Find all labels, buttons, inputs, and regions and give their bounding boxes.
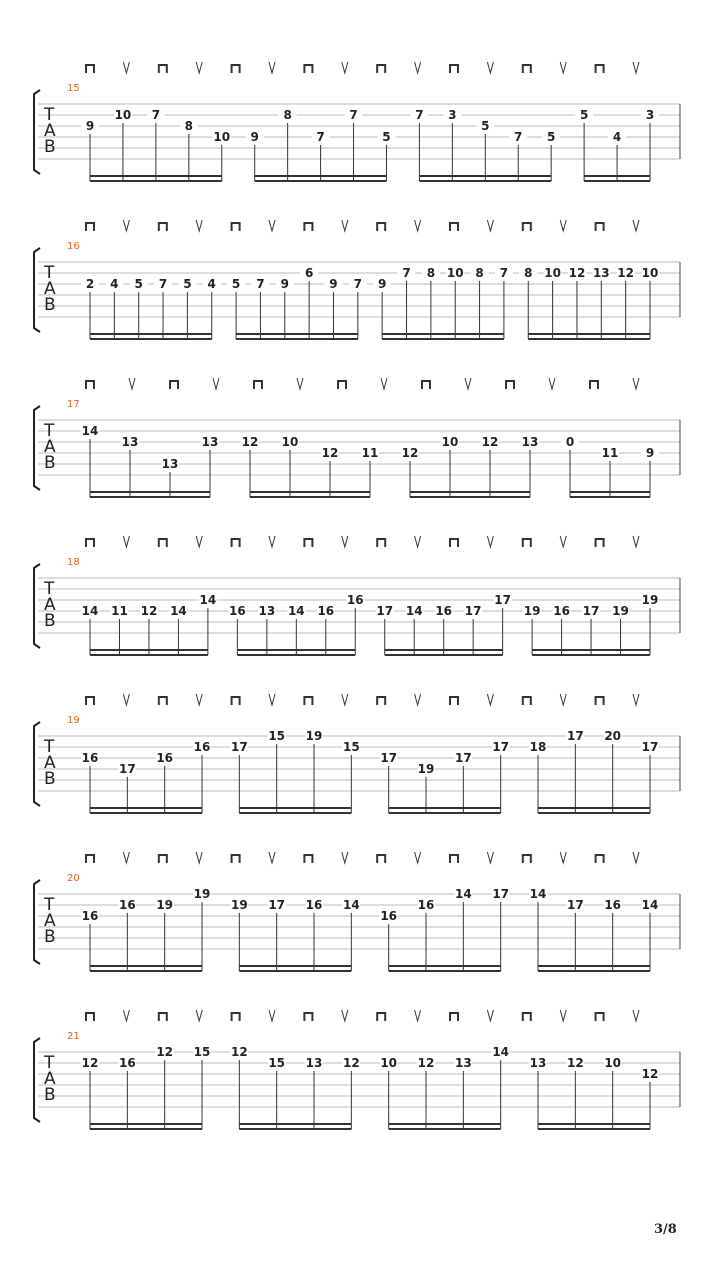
fret-number: 16 [380,909,398,923]
fret-number: 5 [134,277,143,291]
fret-number: 19 [523,604,541,618]
down-stroke-icon [86,381,94,389]
tab-clef-letter: B [44,453,56,473]
up-stroke-icon [560,536,566,547]
tab-clef-letter: B [44,611,56,631]
fret-number: 15 [268,729,286,743]
tab-clef-letter: A [44,121,56,141]
up-stroke-icon [560,1010,566,1021]
system-bracket [34,722,40,806]
tab-clef-letter: A [44,911,56,931]
fret-number: 9 [280,277,289,291]
up-stroke-icon [633,1010,639,1021]
fret-number: 12 [568,266,586,280]
up-stroke-icon [196,536,202,547]
system-bracket [34,1038,40,1122]
down-stroke-icon [159,539,167,547]
tab-system [34,220,680,339]
down-stroke-icon [377,855,385,863]
fret-number: 16 [156,751,174,765]
up-stroke-icon [342,694,348,705]
up-stroke-icon [549,378,555,389]
system-bracket [34,880,40,964]
system-bracket [34,564,40,648]
down-stroke-icon [159,223,167,231]
fret-number: 7 [256,277,265,291]
tab-system [34,536,680,655]
fret-number: 9 [329,277,338,291]
down-stroke-icon [377,697,385,705]
up-stroke-icon [123,536,129,547]
tab-system [34,694,680,813]
tab-clef-letter: A [44,279,56,299]
fret-number: 16 [604,898,622,912]
down-stroke-icon [304,223,312,231]
tab-clef-letter: A [44,1069,56,1089]
down-stroke-icon [170,381,178,389]
measure-number: 20 [67,873,80,884]
tab-system [34,852,680,971]
down-stroke-icon [596,539,604,547]
down-stroke-icon [304,65,312,73]
fret-number: 17 [566,898,584,912]
fret-number: 17 [492,887,510,901]
tab-clef-letter: T [44,105,55,125]
tab-clef-letter: B [44,295,56,315]
fret-number: 13 [521,435,539,449]
tab-clef-letter: T [44,895,55,915]
down-stroke-icon [523,855,531,863]
down-stroke-icon [304,855,312,863]
fret-number: 16 [118,1056,136,1070]
fret-number: 14 [342,898,360,912]
down-stroke-icon [377,223,385,231]
fret-number: 8 [283,108,292,122]
fret-number: 14 [199,593,217,607]
fret-number: 11 [111,604,128,618]
up-stroke-icon [342,220,348,231]
up-stroke-icon [123,694,129,705]
up-stroke-icon [633,536,639,547]
up-stroke-icon [487,694,493,705]
fret-number: 0 [565,435,575,449]
page-number: 3/8 [654,1222,677,1237]
fret-number: 17 [492,740,510,754]
down-stroke-icon [596,65,604,73]
down-stroke-icon [232,1013,240,1021]
down-stroke-icon [450,65,458,73]
fret-number: 10 [281,435,299,449]
system-bracket [34,90,40,174]
up-stroke-icon [196,62,202,73]
fret-number: 12 [342,1056,360,1070]
up-stroke-icon [415,1010,421,1021]
down-stroke-icon [596,697,604,705]
down-stroke-icon [304,697,312,705]
down-stroke-icon [86,1013,94,1021]
fret-number: 5 [231,277,241,291]
fret-number: 17 [566,729,584,743]
down-stroke-icon [523,223,531,231]
fret-number: 13 [454,1056,472,1070]
fret-number: 12 [230,1045,248,1059]
down-stroke-icon [377,65,385,73]
fret-number: 2 [85,277,95,291]
fret-number: 16 [118,898,136,912]
up-stroke-icon [196,220,202,231]
down-stroke-icon [450,539,458,547]
down-stroke-icon [232,855,240,863]
tab-system [34,378,680,497]
fret-number: 7 [349,108,358,122]
fret-number: 16 [193,740,211,754]
fret-number: 6 [304,266,314,280]
fret-number: 14 [492,1045,510,1059]
fret-number: 5 [382,130,391,144]
tab-system [34,62,680,181]
down-stroke-icon [232,223,240,231]
measure-number: 17 [67,399,80,410]
fret-number: 14 [81,424,99,438]
up-stroke-icon [342,62,348,73]
fret-number: 10 [641,266,659,280]
measure-number: 16 [67,241,80,252]
fret-number: 7 [499,266,509,280]
fret-number: 19 [156,898,174,912]
fret-number: 7 [316,130,325,144]
fret-number: 10 [213,130,231,144]
down-stroke-icon [450,223,458,231]
fret-number: 12 [156,1045,174,1059]
up-stroke-icon [123,852,129,863]
fret-number: 10 [604,1056,622,1070]
down-stroke-icon [304,1013,312,1021]
tab-clef-letter: A [44,437,56,457]
tab-clef-letter: T [44,421,55,441]
fret-number: 13 [305,1056,323,1070]
up-stroke-icon [342,1010,348,1021]
up-stroke-icon [633,694,639,705]
up-stroke-icon [560,62,566,73]
fret-number: 14 [454,887,472,901]
fret-number: 15 [268,1056,286,1070]
fret-number: 5 [546,130,556,144]
fret-number: 17 [454,751,472,765]
measure-number: 18 [67,557,80,568]
fret-number: 5 [183,277,192,291]
fret-number: 12 [481,435,499,449]
up-stroke-icon [560,852,566,863]
down-stroke-icon [590,381,598,389]
up-stroke-icon [123,62,129,73]
fret-number: 4 [207,277,216,291]
up-stroke-icon [415,220,421,231]
fret-number: 16 [346,593,364,607]
down-stroke-icon [159,1013,167,1021]
down-stroke-icon [86,539,94,547]
fret-number: 19 [305,729,323,743]
fret-number: 12 [241,435,259,449]
fret-number: 3 [448,108,457,122]
up-stroke-icon [415,62,421,73]
fret-number: 15 [342,740,360,754]
fret-number: 8 [426,266,436,280]
fret-number: 16 [435,604,453,618]
fret-number: 19 [612,604,629,618]
fret-number: 13 [258,604,276,618]
fret-number: 20 [604,729,622,743]
fret-number: 17 [494,593,511,607]
fret-number: 9 [250,130,259,144]
fret-number: 19 [641,593,659,607]
measure-number: 15 [67,83,80,94]
fret-number: 15 [193,1045,211,1059]
fret-number: 5 [579,108,589,122]
fret-number: 7 [402,266,411,280]
fret-number: 14 [641,898,659,912]
down-stroke-icon [523,539,531,547]
fret-number: 14 [287,604,305,618]
up-stroke-icon [196,1010,202,1021]
fret-number: 13 [121,435,139,449]
fret-number: 19 [193,887,211,901]
tab-clef-letter: B [44,1085,56,1105]
fret-number: 11 [361,446,379,460]
fret-number: 12 [617,266,635,280]
up-stroke-icon [415,852,421,863]
tab-clef-letter: A [44,595,56,615]
fret-number: 10 [114,108,132,122]
fret-number: 13 [161,457,179,471]
fret-number: 18 [529,740,547,754]
fret-number: 12 [321,446,339,460]
fret-number: 7 [353,277,363,291]
fret-number: 16 [417,898,435,912]
up-stroke-icon [487,536,493,547]
fret-number: 12 [81,1056,99,1070]
down-stroke-icon [86,65,94,73]
fret-number: 4 [612,130,622,144]
up-stroke-icon [465,378,471,389]
fret-number: 7 [158,277,168,291]
fret-number: 13 [201,435,219,449]
fret-number: 12 [641,1067,659,1081]
fret-number: 19 [230,898,248,912]
down-stroke-icon [523,697,531,705]
down-stroke-icon [450,855,458,863]
down-stroke-icon [159,697,167,705]
fret-number: 16 [229,604,246,618]
fret-number: 14 [170,604,187,618]
down-stroke-icon [506,381,514,389]
down-stroke-icon [86,855,94,863]
down-stroke-icon [86,697,94,705]
fret-number: 7 [415,108,424,122]
up-stroke-icon [213,378,219,389]
up-stroke-icon [269,220,275,231]
tab-clef-letter: T [44,579,55,599]
up-stroke-icon [560,694,566,705]
up-stroke-icon [269,1010,275,1021]
up-stroke-icon [487,852,493,863]
measure-number: 19 [67,715,80,726]
fret-number: 17 [380,751,398,765]
fret-number: 7 [151,108,161,122]
down-stroke-icon [377,1013,385,1021]
tab-system [34,1010,680,1129]
fret-number: 16 [317,604,335,618]
up-stroke-icon [123,1010,129,1021]
fret-number: 17 [641,740,659,754]
fret-number: 19 [417,762,435,776]
tab-clef-letter: B [44,769,56,789]
fret-number: 17 [268,898,286,912]
system-bracket [34,406,40,490]
down-stroke-icon [232,539,240,547]
down-stroke-icon [377,539,385,547]
tab-clef-letter: T [44,263,55,283]
down-stroke-icon [86,223,94,231]
up-stroke-icon [269,536,275,547]
tab-clef-letter: T [44,1053,55,1073]
fret-number: 17 [582,604,600,618]
down-stroke-icon [523,65,531,73]
fret-number: 17 [118,762,136,776]
fret-number: 11 [601,446,619,460]
down-stroke-icon [523,1013,531,1021]
fret-number: 12 [140,604,158,618]
fret-number: 16 [305,898,323,912]
up-stroke-icon [269,62,275,73]
up-stroke-icon [297,378,303,389]
up-stroke-icon [196,694,202,705]
down-stroke-icon [450,1013,458,1021]
fret-number: 7 [514,130,523,144]
down-stroke-icon [232,697,240,705]
down-stroke-icon [338,381,346,389]
fret-number: 14 [529,887,547,901]
fret-number: 9 [377,277,387,291]
up-stroke-icon [196,852,202,863]
down-stroke-icon [159,65,167,73]
fret-number: 16 [81,751,99,765]
tab-clef-letter: B [44,927,56,947]
fret-number: 8 [524,266,533,280]
fret-number: 10 [380,1056,398,1070]
fret-number: 17 [464,604,482,618]
fret-number: 9 [645,446,655,460]
fret-number: 13 [529,1056,547,1070]
down-stroke-icon [159,855,167,863]
fret-number: 10 [446,266,464,280]
up-stroke-icon [415,536,421,547]
down-stroke-icon [596,223,604,231]
up-stroke-icon [269,852,275,863]
up-stroke-icon [633,852,639,863]
fret-number: 4 [110,277,119,291]
fret-number: 17 [376,604,394,618]
down-stroke-icon [304,539,312,547]
fret-number: 12 [401,446,419,460]
down-stroke-icon [254,381,262,389]
fret-number: 10 [544,266,561,280]
fret-number: 16 [81,909,99,923]
fret-number: 14 [405,604,423,618]
up-stroke-icon [269,694,275,705]
fret-number: 12 [417,1056,435,1070]
fret-number: 12 [566,1056,584,1070]
down-stroke-icon [422,381,430,389]
fret-number: 3 [645,108,655,122]
fret-number: 17 [230,740,248,754]
fret-number: 5 [481,119,490,133]
up-stroke-icon [342,852,348,863]
down-stroke-icon [450,697,458,705]
up-stroke-icon [633,62,639,73]
down-stroke-icon [596,855,604,863]
up-stroke-icon [129,378,135,389]
tab-clef-letter: A [44,753,56,773]
up-stroke-icon [633,220,639,231]
fret-number: 8 [184,119,194,133]
tab-clef-letter: B [44,137,56,157]
up-stroke-icon [633,378,639,389]
up-stroke-icon [487,220,493,231]
fret-number: 10 [441,435,459,449]
measure-number: 21 [67,1031,80,1042]
up-stroke-icon [123,220,129,231]
up-stroke-icon [381,378,387,389]
up-stroke-icon [487,62,493,73]
down-stroke-icon [596,1013,604,1021]
up-stroke-icon [415,694,421,705]
fret-number: 9 [85,119,95,133]
fret-number: 14 [81,604,99,618]
tab-clef-letter: T [44,737,55,757]
up-stroke-icon [560,220,566,231]
up-stroke-icon [342,536,348,547]
fret-number: 13 [592,266,610,280]
fret-number: 16 [553,604,570,618]
fret-number: 8 [475,266,484,280]
down-stroke-icon [232,65,240,73]
system-bracket [34,248,40,332]
up-stroke-icon [487,1010,493,1021]
